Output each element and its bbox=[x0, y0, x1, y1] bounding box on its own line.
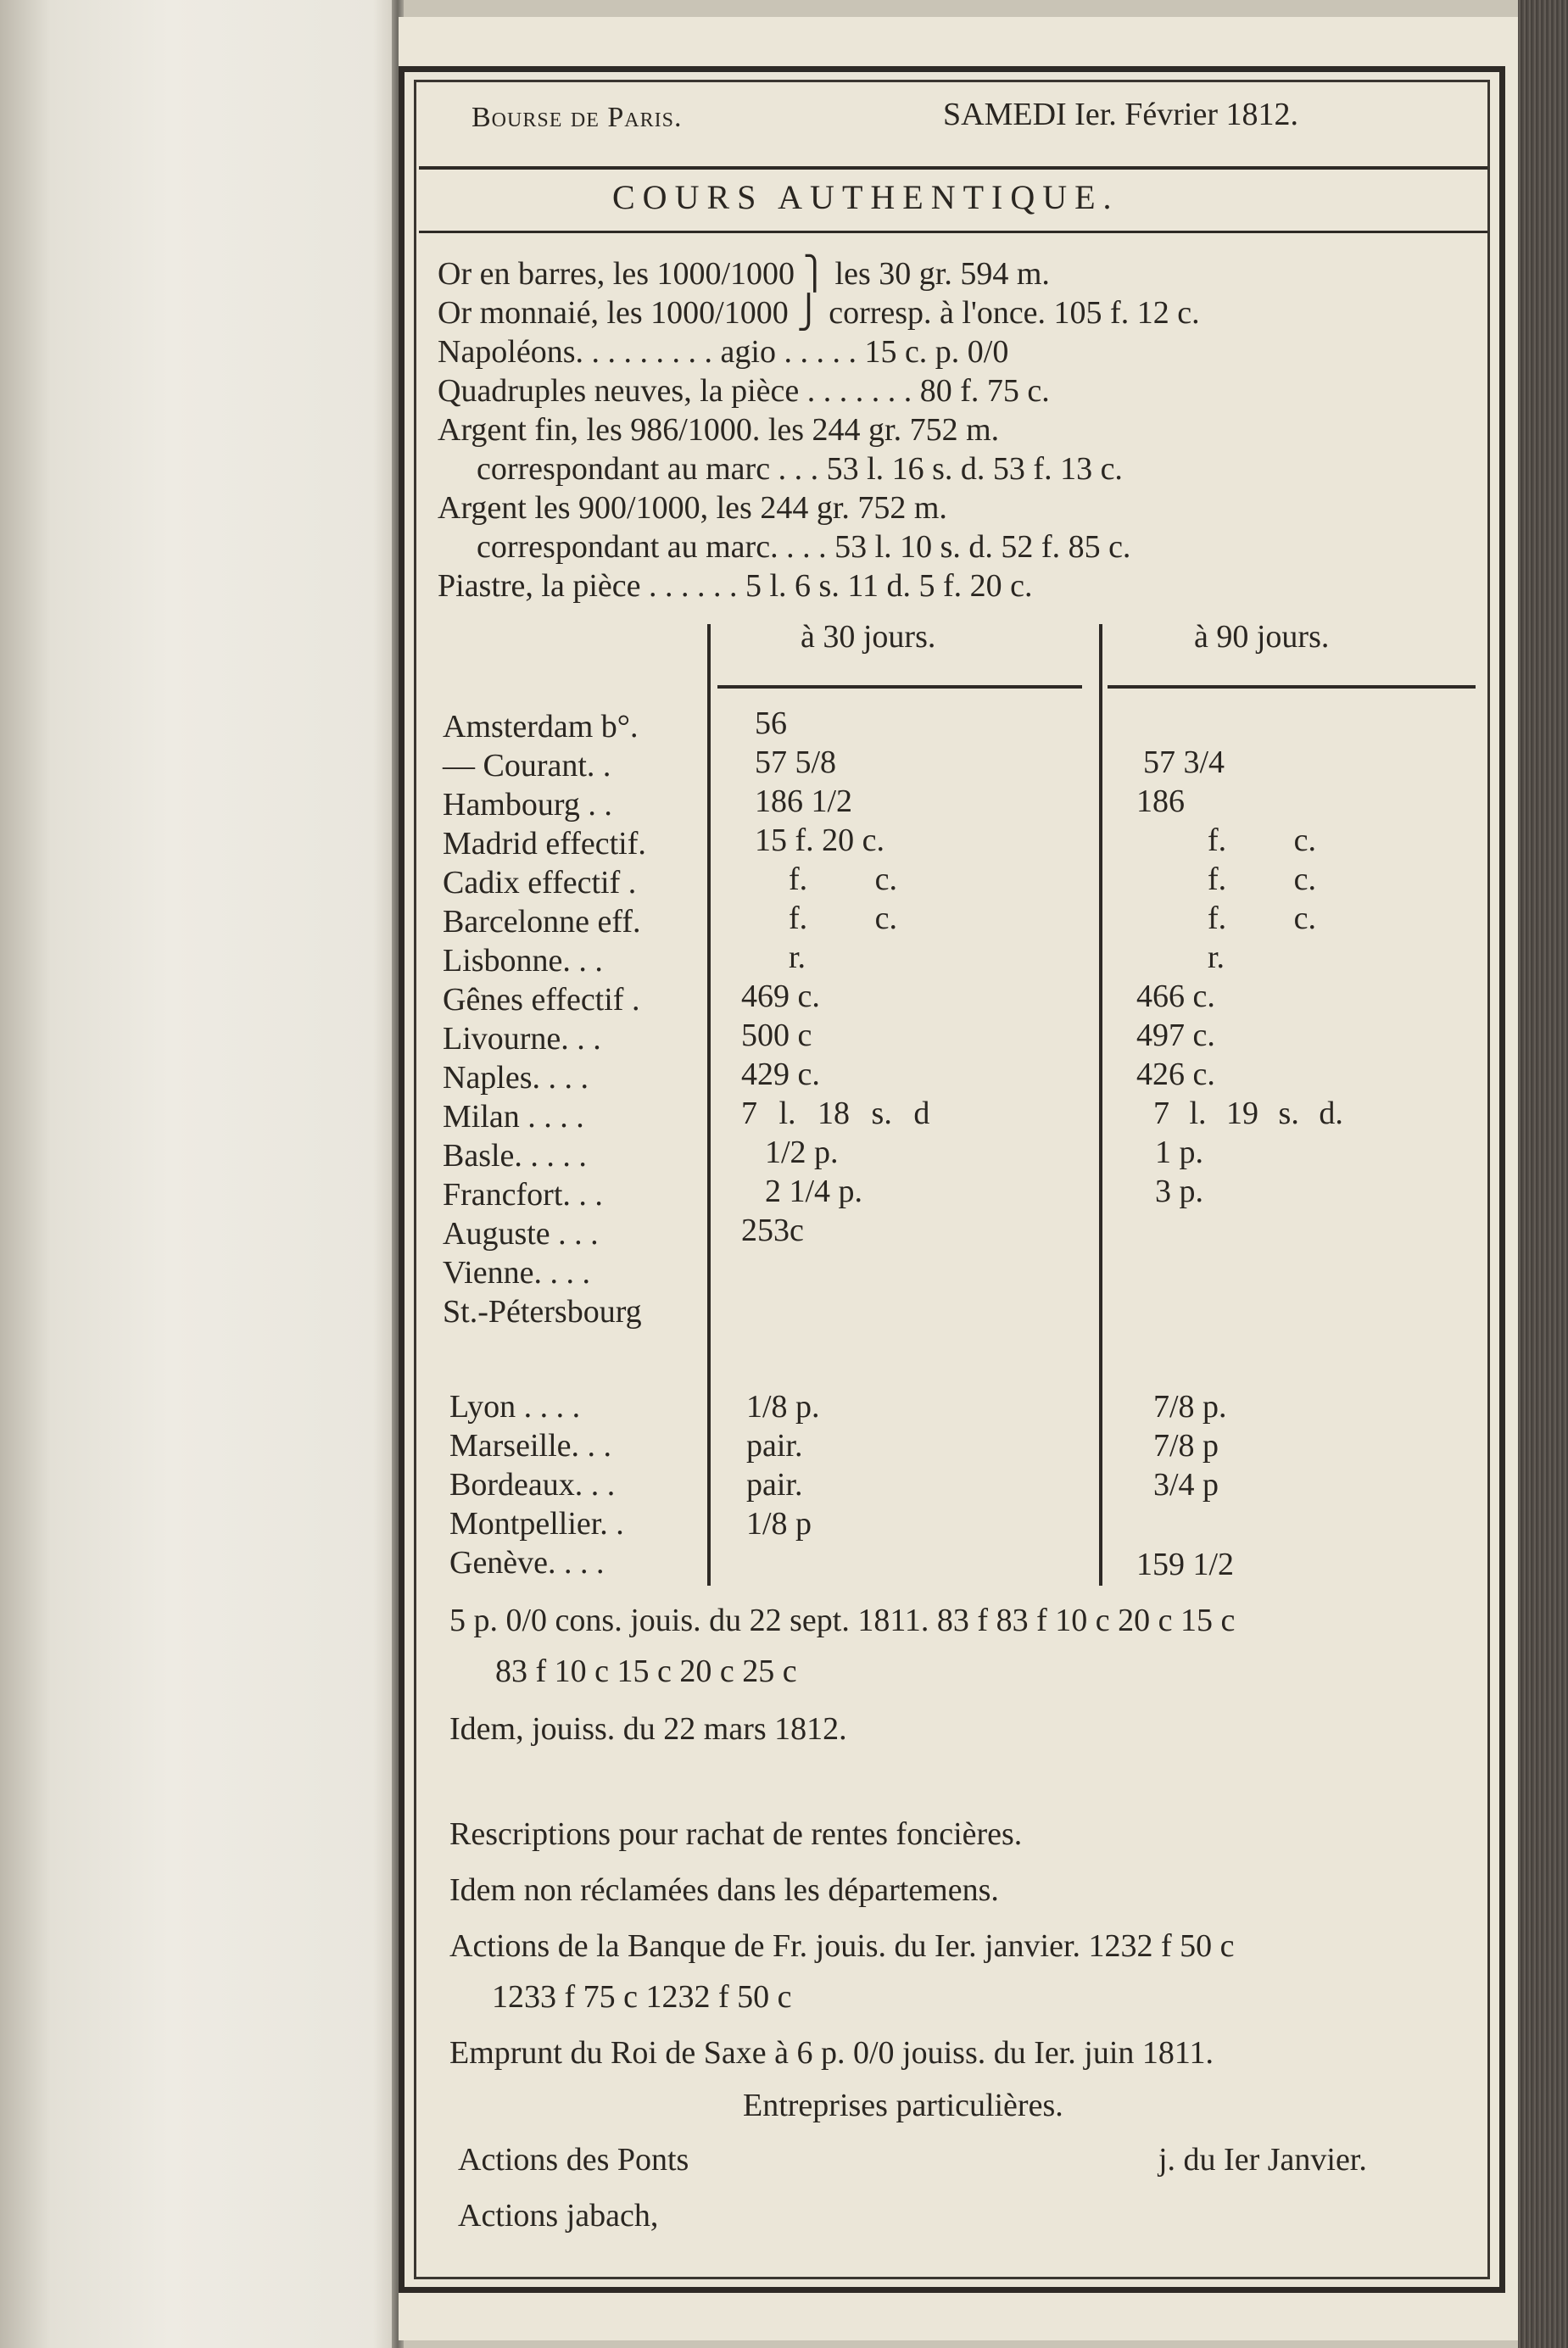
rate-90: f. c. bbox=[1208, 901, 1317, 936]
exchange-city: Marseille. . . bbox=[449, 1428, 612, 1464]
bottom-line: 1233 f 75 c 1232 f 50 c bbox=[492, 1979, 792, 2015]
bottom-line: Actions de la Banque de Fr. jouis. du Ier. janvier. 1232 f 50 c bbox=[449, 1928, 1235, 1964]
left-page-blank bbox=[0, 0, 399, 2348]
rate-90: 186 bbox=[1136, 784, 1185, 819]
exchange-city: Vienne. . . . bbox=[443, 1255, 590, 1291]
rate-30: pair. bbox=[746, 1428, 803, 1464]
metal-line: correspondant au marc. . . . 53 l. 10 s. d. 52 f. 85 c. bbox=[477, 529, 1131, 565]
header-rule bbox=[419, 166, 1487, 170]
metal-line: correspondant au marc . . . 53 l. 16 s. d. 53 f. 13 c. bbox=[477, 451, 1123, 487]
rate-30: 186 1/2 bbox=[755, 784, 853, 819]
exchange-city: Milan . . . . bbox=[443, 1099, 584, 1135]
rate-90: 497 c. bbox=[1136, 1018, 1215, 1053]
exchange-city: St.-Pétersbourg bbox=[443, 1294, 642, 1330]
rate-30: 56 bbox=[755, 706, 787, 741]
metal-line: Argent fin, les 986/1000. les 244 gr. 752 m. bbox=[438, 412, 1000, 448]
col-head-rule-90 bbox=[1108, 685, 1476, 689]
rate-30: 253c bbox=[741, 1213, 804, 1248]
section-subtitle: Entreprises particulières. bbox=[743, 2088, 1063, 2123]
rate-90: 1 p. bbox=[1155, 1135, 1203, 1170]
rate-30: f. c. bbox=[789, 901, 898, 936]
exchange-city: Auguste . . . bbox=[443, 1216, 599, 1252]
header-date: SAMEDI Ier. Février 1812. bbox=[943, 97, 1298, 132]
rate-90: 57 3/4 bbox=[1143, 745, 1225, 780]
page-edges bbox=[1518, 0, 1568, 2348]
rentes-line: Idem, jouiss. du 22 mars 1812. bbox=[449, 1711, 847, 1747]
rate-90: 7/8 p. bbox=[1153, 1389, 1227, 1425]
exchange-city: Madrid effectif. bbox=[443, 826, 646, 862]
bottom-line: Actions jabach, bbox=[458, 2198, 659, 2234]
exchange-city: Gênes effectif . bbox=[443, 982, 640, 1018]
exchange-city: Montpellier. . bbox=[449, 1506, 624, 1542]
rate-30: pair. bbox=[746, 1467, 803, 1503]
rate-90: f. c. bbox=[1208, 823, 1317, 858]
metal-line: Argent les 900/1000, les 244 gr. 752 m. bbox=[438, 490, 947, 526]
rate-90: 466 c. bbox=[1136, 979, 1215, 1014]
rate-30: 2 1/4 p. bbox=[765, 1174, 863, 1209]
bottom-line: j. du Ier Janvier. bbox=[1158, 2142, 1367, 2178]
metal-line: Piastre, la pièce . . . . . . 5 l. 6 s. 11 d. 5 f. 20 c. bbox=[438, 568, 1033, 604]
metal-line: Or monnaié, les 1000/1000 ⎭ corresp. à l'once. 105 f. 12 c. bbox=[438, 295, 1200, 331]
col-head-90: à 90 jours. bbox=[1194, 619, 1330, 655]
rate-90: 7 l. 19 s. d. bbox=[1153, 1096, 1343, 1131]
rate-30: 1/8 p. bbox=[746, 1389, 820, 1425]
bottom-line: Actions des Ponts bbox=[458, 2142, 689, 2178]
rate-30: 469 c. bbox=[741, 979, 820, 1014]
bottom-line: Rescriptions pour rachat de rentes foncières. bbox=[449, 1816, 1023, 1852]
exchange-city: Livourne. . . bbox=[443, 1021, 601, 1057]
exchange-city: Cadix effectif . bbox=[443, 865, 637, 901]
rate-30: 1/2 p. bbox=[765, 1135, 839, 1170]
rate-90: 159 1/2 bbox=[1136, 1547, 1235, 1582]
col-divider-right bbox=[1099, 624, 1102, 1586]
col-head-30: à 30 jours. bbox=[801, 619, 936, 655]
rate-30: 15 f. 20 c. bbox=[755, 823, 885, 858]
rate-30: 500 c bbox=[741, 1018, 812, 1053]
exchange-city: Hambourg . . bbox=[443, 787, 612, 823]
metal-line: Quadruples neuves, la pièce . . . . . . . 80 f. 75 c. bbox=[438, 373, 1050, 409]
exchange-city: Basle. . . . . bbox=[443, 1138, 587, 1174]
rate-90: 7/8 p bbox=[1153, 1428, 1219, 1464]
rentes-line: 5 p. 0/0 cons. jouis. du 22 sept. 1811. 83 f 83 f 10 c 20 c 15 c bbox=[449, 1603, 1236, 1638]
exchange-city: Bordeaux. . . bbox=[449, 1467, 616, 1503]
rate-30: 57 5/8 bbox=[755, 745, 837, 780]
exchange-city: — Courant. . bbox=[443, 748, 611, 784]
rate-90: 3/4 p bbox=[1153, 1467, 1219, 1503]
rate-30: r. bbox=[789, 940, 806, 975]
rate-90: 3 p. bbox=[1155, 1174, 1203, 1209]
bottom-line: Emprunt du Roi de Saxe à 6 p. 0/0 jouiss. du Ier. juin 1811. bbox=[449, 2035, 1214, 2071]
exchange-city: Francfort. . . bbox=[443, 1177, 603, 1213]
metal-line: Napoléons. . . . . . . . . agio . . . . . 15 c. p. 0/0 bbox=[438, 334, 1009, 370]
exchange-city: Amsterdam b°. bbox=[443, 709, 639, 745]
rate-30: f. c. bbox=[789, 862, 898, 897]
rate-90: f. c. bbox=[1208, 862, 1317, 897]
bottom-line: Idem non réclamées dans les départemens. bbox=[449, 1872, 999, 1908]
col-divider-left bbox=[707, 624, 711, 1586]
exchange-city: Barcelonne eff. bbox=[443, 904, 641, 940]
rate-30: 7 l. 18 s. d bbox=[741, 1096, 930, 1131]
rate-30: 1/8 p bbox=[746, 1506, 812, 1542]
exchange-city: Genève. . . . bbox=[449, 1545, 605, 1581]
col-head-rule-30 bbox=[717, 685, 1082, 689]
rate-90: r. bbox=[1208, 940, 1225, 975]
exchange-city: Lyon . . . . bbox=[449, 1389, 581, 1425]
title-rule bbox=[419, 231, 1487, 233]
metal-line: Or en barres, les 1000/1000 ⎫ les 30 gr. 594 m. bbox=[438, 256, 1050, 292]
exchange-city: Naples. . . . bbox=[443, 1060, 589, 1096]
page-title: COURS AUTHENTIQUE. bbox=[612, 178, 1119, 216]
exchange-city: Lisbonne. . . bbox=[443, 943, 603, 979]
rate-90: 426 c. bbox=[1136, 1057, 1215, 1092]
rate-30: 429 c. bbox=[741, 1057, 820, 1092]
header-bourse: Bourse de Paris. bbox=[472, 102, 683, 133]
rentes-line: 83 f 10 c 15 c 20 c 25 c bbox=[495, 1654, 797, 1689]
